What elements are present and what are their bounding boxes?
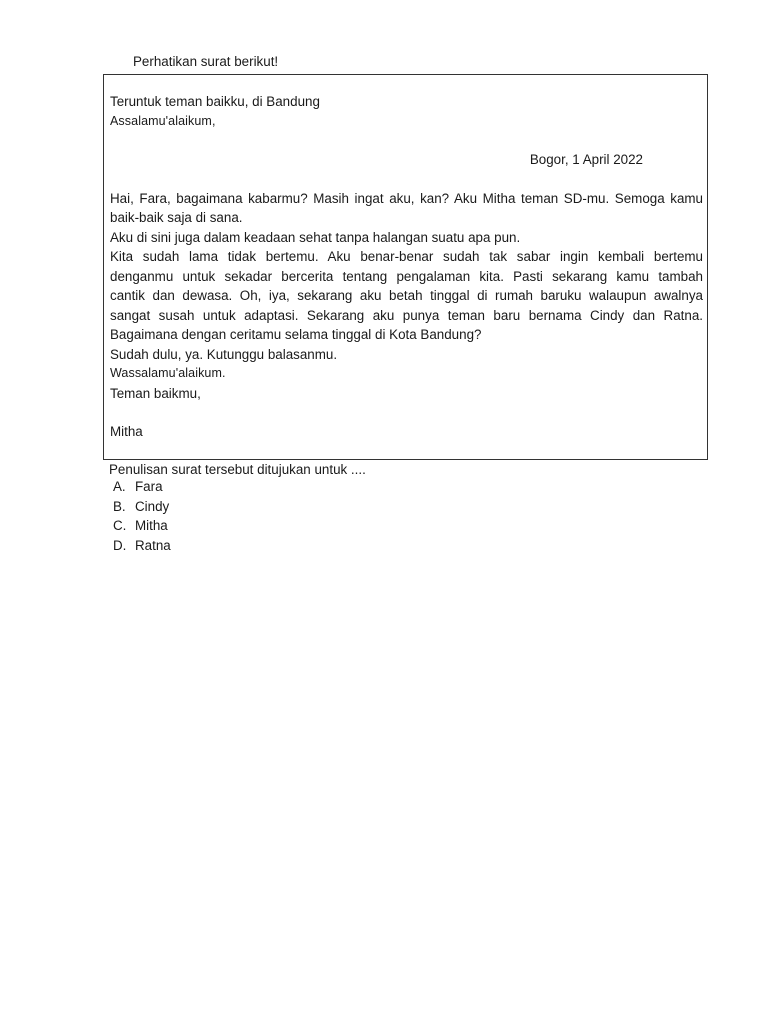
option-c[interactable] (113, 516, 171, 536)
closing-salam: Wassalamu'alaikum. (110, 366, 226, 380)
opening-salam: Assalamu'alaikum, (110, 113, 216, 128)
paragraph1-line2: baik-baik saja di sana. (110, 210, 243, 225)
option-a[interactable] (113, 477, 171, 497)
paragraph2: Aku di sini juga dalam keadaan sehat tanpa halangan suatu apa pun. (110, 229, 521, 245)
letter-content (110, 92, 703, 442)
letter-addressee: Teruntuk teman baikku, di Bandung (110, 94, 320, 109)
option-letter: A. (113, 479, 126, 494)
option-letter: C. (113, 518, 127, 533)
answer-options (113, 477, 171, 555)
paragraph3-line: cantik dan dewasa. Oh, iya, sekarang aku betah tinggal di rumah baruku walaupun awalnya (110, 288, 703, 303)
paragraph3-line: sangat susah untuk adaptasi. Sekarang aku punya teman baru bernama Cindy dan Ratna. (110, 307, 703, 323)
option-letter: B. (113, 498, 126, 514)
option-text: Cindy (135, 498, 170, 514)
option-b[interactable] (113, 497, 171, 517)
letter-body (110, 189, 703, 442)
letter-box (103, 74, 708, 460)
option-text: Mitha (135, 518, 168, 533)
instruction-text: Perhatikan surat berikut! (133, 54, 279, 69)
sender-name: Mitha (110, 424, 143, 439)
option-d[interactable] (113, 536, 171, 556)
option-text: Fara (135, 479, 163, 494)
paragraph3-last-line: Bagaimana dengan ceritamu selama tinggal di Kota Bandung? (110, 327, 482, 342)
paragraph3-line: denganmu untuk sekadar bercerita tentang pengalaman kita. Pasti sekarang kamu tambah (110, 268, 703, 284)
paragraph1-line1: Hai, Fara, bagaimana kabarmu? Masih ingat aku, kan? Aku Mitha teman SD-mu. Semoga kamu (110, 190, 703, 206)
paragraph3-line: Kita sudah lama tidak bertemu. Aku benar-benar sudah tak sabar ingin kembali bertemu (110, 249, 703, 264)
option-letter: D. (113, 537, 127, 553)
letter-date: Bogor, 1 April 2022 (529, 152, 643, 167)
signoff: Teman baikmu, (110, 385, 201, 401)
closing-line: Sudah dulu, ya. Kutunggu balasanmu. (110, 346, 338, 362)
option-text: Ratna (135, 537, 171, 553)
question-text: Penulisan surat tersebut ditujukan untuk .... (109, 462, 366, 477)
